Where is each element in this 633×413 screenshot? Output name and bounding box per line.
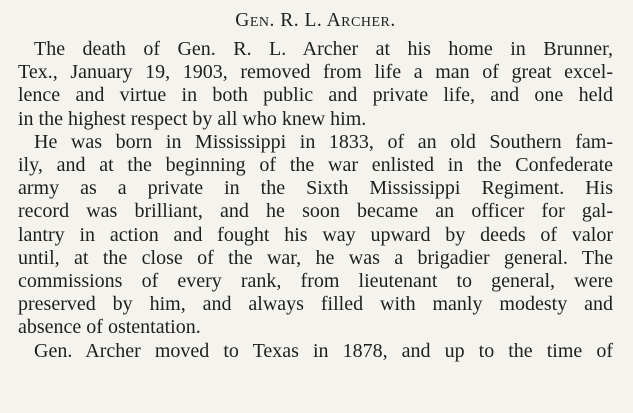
paragraph-2-line-3: army as a private in the Sixth Mississippi Regiment. His <box>18 177 613 200</box>
article-title: Gen. R. L. Archer. <box>235 10 396 31</box>
paragraph-2-line-4: record was brilliant, and he soon became an officer for gal- <box>18 200 613 223</box>
paragraph-1-line-4: in the highest respect by all who knew him. <box>18 107 367 130</box>
paragraph-2-line-8: preserved by him, and always filled with manly modesty and <box>18 293 613 316</box>
paragraph-1 <box>18 38 613 131</box>
paragraph-1-line-3: lence and virtue in both public and private life, and one held <box>18 84 613 107</box>
paragraph-2-line-5: lantry in action and fought his way upward by deeds of valor <box>18 223 613 246</box>
paragraph-2-line-7: commissions of every rank, from lieutenant to general, were <box>18 270 613 293</box>
paragraph-2-line-2: ily, and at the beginning of the war enlisted in the Confederate <box>18 154 613 177</box>
paragraph-3-line-1: Gen. Archer moved to Texas in 1878, and up to the time of <box>34 339 613 362</box>
paragraph-1-line-1: The death of Gen. R. L. Archer at his home in Brunner, <box>34 38 613 60</box>
paragraph-1-line-2: Tex., January 19, 1903, removed from life a man of great excel- <box>18 61 613 84</box>
paragraph-2-line-9: absence of ostentation. <box>18 316 201 339</box>
paragraph-2-line-6: until, at the close of the war, he was a brigadier general. The <box>18 246 613 269</box>
paragraph-2-line-1: He was born in Mississippi in 1833, of an old Southern fam- <box>34 130 613 153</box>
paragraph-3 <box>18 340 613 363</box>
paragraph-2 <box>18 131 613 340</box>
